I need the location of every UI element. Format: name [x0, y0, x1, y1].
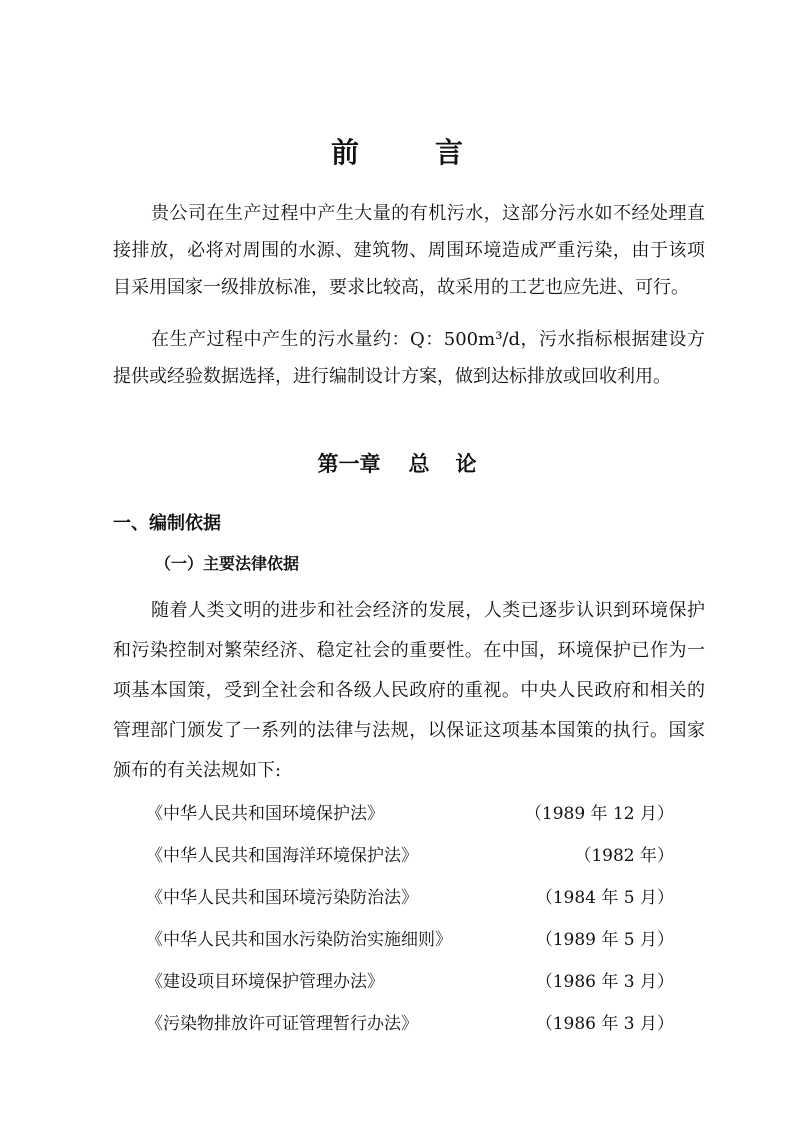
law-name: 《建设项目环境保护管理办法》 [146, 972, 384, 992]
law-date: （1989 年 5 月） [535, 930, 674, 950]
law-item [146, 877, 686, 919]
subsection-heading: （一）主要法律依据 [155, 554, 300, 573]
foreword-title [0, 136, 794, 170]
section-heading: 一、编制依据 [113, 513, 221, 534]
law-date: （1986 年 3 月） [535, 972, 674, 992]
foreword-paragraph-1: 贵公司在生产过程中产生大量的有机污水，这部分污水如不经处理直接排放，必将对周围的水源、建筑物、周围环境造成严重污染，由于该项目采用国家一级排放标准，要求比较高，故采用的工艺也应先进、可行。 [113, 203, 705, 298]
law-list [146, 793, 686, 1045]
law-date: （1982 年） [574, 846, 674, 866]
law-item [146, 961, 686, 1003]
foreword-paragraph-2: 在生产过程中产生的污水量约：Q：500m³/d，污水指标根据建设方提供或经验数据选择，进行编制设计方案，做到达标排放或回收利用。 [113, 329, 705, 387]
law-name: 《中华人民共和国海洋环境保护法》 [146, 846, 418, 866]
foreword-title-char-2: 言 [435, 136, 464, 169]
law-item [146, 793, 686, 835]
law-name: 《污染物排放许可证管理暂行办法》 [146, 1014, 418, 1034]
chapter-title [0, 449, 794, 479]
law-date: （1984 年 5 月） [535, 888, 674, 908]
law-name: 《中华人民共和国环境污染防治法》 [146, 888, 418, 908]
chapter-number: 第一章 [317, 452, 381, 476]
body-paragraph: 随着人类文明的进步和社会经济的发展，人类已逐步认识到环境保护和污染控制对繁荣经济、稳定社会的重要性。在中国，环境保护已作为一项基本国策，受到全社会和各级人民政府的重视。中央人民政府和相关的管理部门颁发了一系列的法律与法规，以保证这项基本国策的执行。国家颁布的有关法规如下: [113, 600, 705, 781]
chapter-name-char-1: 总 [408, 452, 430, 476]
foreword-title-char-1: 前 [330, 136, 359, 169]
law-date: （1986 年 3 月） [535, 1014, 674, 1034]
law-name: 《中华人民共和国水污染防治实施细则》 [146, 930, 452, 950]
law-name: 《中华人民共和国环境保护法》 [146, 804, 384, 824]
law-item [146, 1003, 686, 1045]
law-date: （1989 年 12 月） [524, 804, 674, 824]
law-item [146, 919, 686, 961]
law-item [146, 835, 686, 877]
chapter-name-char-2: 论 [455, 452, 477, 476]
